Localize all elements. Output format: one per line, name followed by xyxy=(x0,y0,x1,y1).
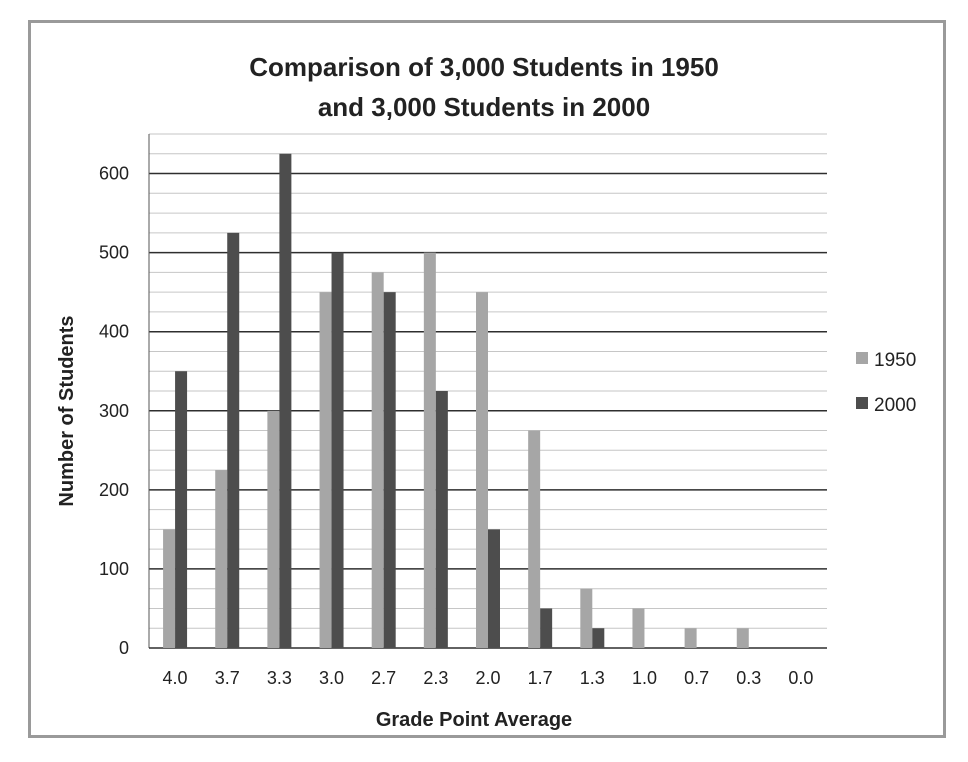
x-axis-title: Grade Point Average xyxy=(375,709,573,731)
x-tick-label: 0.3 xyxy=(736,668,762,688)
bar-2000-1.3 xyxy=(592,628,604,648)
bar-1950-1.3 xyxy=(580,589,592,648)
bar-1950-3.0 xyxy=(320,292,332,648)
bar-2000-1.7 xyxy=(540,608,552,648)
chart-subtitle: and 3,000 Students in 2000 xyxy=(317,92,651,122)
bar-1950-0.7 xyxy=(685,628,697,648)
bar-1950-1.0 xyxy=(632,608,644,648)
y-axis-title: Number of Students xyxy=(56,315,78,507)
bars xyxy=(163,154,749,648)
bar-1950-1.7 xyxy=(528,431,540,648)
x-tick-label: 2.0 xyxy=(475,668,501,688)
bar-2000-3.0 xyxy=(332,253,344,648)
bar-2000-3.7 xyxy=(227,233,239,648)
bar-2000-2.3 xyxy=(436,391,448,648)
x-tick-label: 3.3 xyxy=(266,668,292,688)
x-tick-label: 1.7 xyxy=(527,668,553,688)
y-tick-label: 400 xyxy=(98,321,129,342)
x-tick-labels xyxy=(163,668,814,688)
x-tick-label: 4.0 xyxy=(162,668,188,688)
bar-2000-2.0 xyxy=(488,529,500,648)
legend-swatch-1950 xyxy=(856,352,868,364)
y-tick-label: 0 xyxy=(118,638,129,658)
x-tick-label: 3.7 xyxy=(214,668,240,688)
y-tick-label: 200 xyxy=(98,479,129,500)
x-tick-label: 0.0 xyxy=(788,668,814,688)
bar-1950-2.0 xyxy=(476,292,488,648)
bar-1950-3.7 xyxy=(215,470,227,648)
x-tick-label: 2.7 xyxy=(371,668,397,688)
x-tick-label: 2.3 xyxy=(423,668,449,688)
bar-2000-3.3 xyxy=(279,154,291,648)
x-tick-label: 1.0 xyxy=(631,668,657,688)
y-tick-labels xyxy=(99,164,129,658)
x-tick-label: 0.7 xyxy=(684,668,710,688)
bar-1950-2.7 xyxy=(372,272,384,648)
bar-1950-2.3 xyxy=(424,253,436,648)
legend xyxy=(856,350,916,416)
legend-swatch-2000 xyxy=(856,397,868,409)
legend-label-2000: 2000 xyxy=(874,395,917,416)
chart-title: Comparison of 3,000 Students in 1950 xyxy=(249,52,719,82)
y-tick-label: 100 xyxy=(98,558,129,579)
y-tick-label: 500 xyxy=(98,242,129,263)
y-tick-label: 300 xyxy=(98,400,129,421)
bar-1950-0.3 xyxy=(737,628,749,648)
y-tick-label: 600 xyxy=(98,163,129,184)
legend-label-1950: 1950 xyxy=(874,350,917,371)
bar-1950-3.3 xyxy=(267,411,279,648)
bar-2000-4.0 xyxy=(175,371,187,648)
x-tick-label: 3.0 xyxy=(319,668,345,688)
bar-2000-2.7 xyxy=(384,292,396,648)
x-tick-label: 1.3 xyxy=(579,668,605,688)
bar-1950-4.0 xyxy=(163,529,175,648)
